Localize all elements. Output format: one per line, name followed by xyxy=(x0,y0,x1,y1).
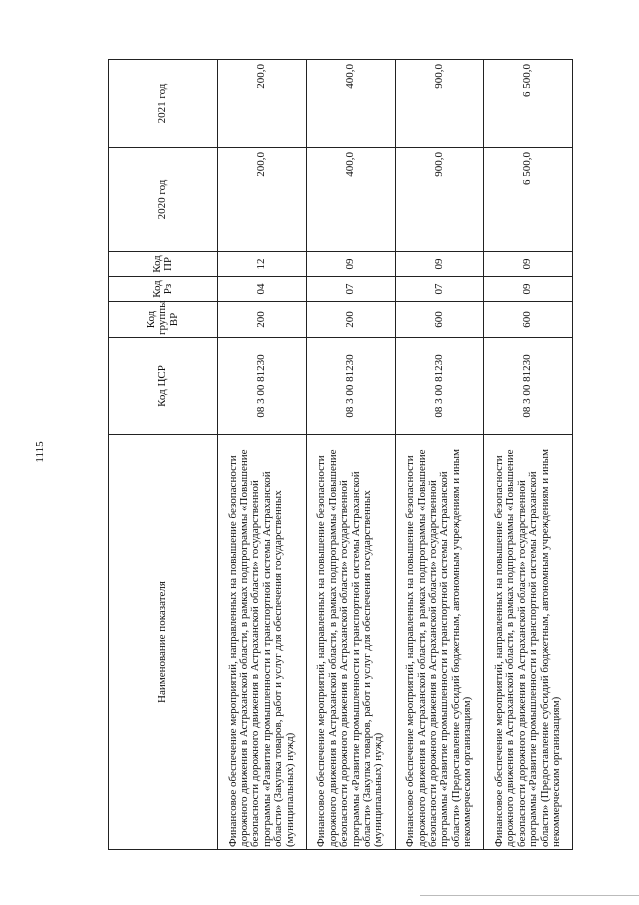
row-rz: 07 xyxy=(306,277,395,302)
row-vr: 200 xyxy=(306,302,395,338)
row-rz: 04 xyxy=(218,277,307,302)
header-name: Наименование показателя xyxy=(109,435,218,850)
rotated-table-wrapper xyxy=(108,60,572,850)
header-csr: Код ЦСР xyxy=(109,338,218,435)
scan-edge-line xyxy=(420,895,639,896)
row-rz: 09 xyxy=(484,277,573,302)
header-2021: 2021 год xyxy=(109,60,218,148)
row-vr: 200 xyxy=(218,302,307,338)
header-2020: 2020 год xyxy=(109,148,218,252)
row-2021: 200,0 xyxy=(218,60,307,148)
row-csr: 08 3 00 81230 xyxy=(484,338,573,435)
row-csr: 08 3 00 81230 xyxy=(218,338,307,435)
row-name: Финансовое обеспечение мероприятий, направленных на повышение безопасности дорожного движения в Астраханской области, в рамках подпрограммы «Повышение безопасности дорожного движения в Астраханской области» государственной программы «Развитие промышленности и транспортной системы Астраханской области» (Закупка товаров, работ и услуг для обеспечения государственных (муниципальных) нужд) xyxy=(306,435,395,850)
row-pr: 09 xyxy=(395,252,484,277)
row-pr: 09 xyxy=(484,252,573,277)
row-vr: 600 xyxy=(395,302,484,338)
row-name: Финансовое обеспечение мероприятий, направленных на повышение безопасности дорожного движения в Астраханской области, в рамках подпрограммы «Повышение безопасности дорожного движения в Астраханской области» государственной программы «Развитие промышленности и транспортной системы Астраханской области» (Закупка товаров, работ и услуг для обеспечения государственных (муниципальных) нужд) xyxy=(218,435,307,850)
page-number: 1115 xyxy=(34,441,46,463)
header-pr: Код ПР xyxy=(109,252,218,277)
table-header-row xyxy=(109,60,218,850)
table-row xyxy=(395,60,484,850)
table-row xyxy=(218,60,307,850)
row-csr: 08 3 00 81230 xyxy=(306,338,395,435)
table-row xyxy=(306,60,395,850)
row-2021: 900,0 xyxy=(395,60,484,148)
row-name: Финансовое обеспечение мероприятий, направленных на повышение безопасности дорожного движения в Астраханской области, в рамках подпрограммы «Повышение безопасности дорожного движения в Астраханской области» государственной программы «Развитие промышленности и транспортной системы Астраханской области» (Предоставление субсидий бюджетным, автономным учреждениям и иным некоммерческим организациям) xyxy=(484,435,573,850)
header-vr: Код группы ВР xyxy=(109,302,218,338)
budget-table xyxy=(108,59,573,850)
row-2021: 6 500,0 xyxy=(484,60,573,148)
header-rz: Код Рз xyxy=(109,277,218,302)
row-rz: 07 xyxy=(395,277,484,302)
row-2020: 400,0 xyxy=(306,148,395,252)
row-pr: 12 xyxy=(218,252,307,277)
row-pr: 09 xyxy=(306,252,395,277)
row-csr: 08 3 00 81230 xyxy=(395,338,484,435)
row-name: Финансовое обеспечение мероприятий, направленных на повышение безопасности дорожного движения в Астраханской области, в рамках подпрограммы «Повышение безопасности дорожного движения в Астраханской области» государственной программы «Развитие промышленности и транспортной системы Астраханской области» (Предоставление субсидий бюджетным, автономным учреждениям и иным некоммерческим организациям) xyxy=(395,435,484,850)
row-2020: 200,0 xyxy=(218,148,307,252)
row-2021: 400,0 xyxy=(306,60,395,148)
row-vr: 600 xyxy=(484,302,573,338)
table-row xyxy=(484,60,573,850)
row-2020: 900,0 xyxy=(395,148,484,252)
row-2020: 6 500,0 xyxy=(484,148,573,252)
